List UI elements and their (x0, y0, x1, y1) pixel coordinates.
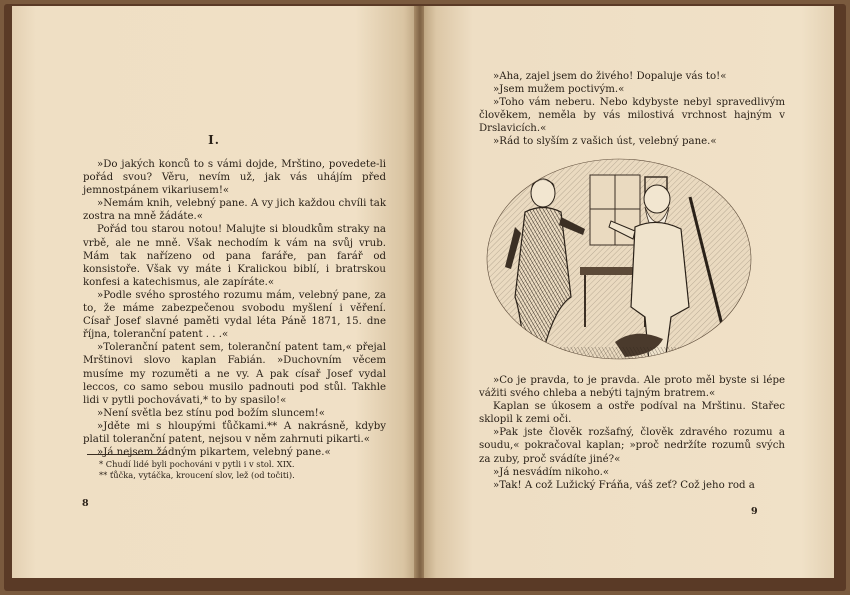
paragraph: »Nemám knih, velebný pane. A vy jich každou chvíli tak zostra na mně žádáte.« (83, 198, 386, 223)
footnotes (87, 454, 387, 480)
paragraph: »Rád to slyším z vašich úst, velebný pane.« (493, 136, 717, 148)
paragraph: »Co je pravda, to je pravda. Ale proto měl byste si lépe vážiti svého chleba a nebýti tajným bratrem.« (479, 375, 785, 400)
left-page (12, 6, 416, 578)
paragraph: »Toleranční patent sem, toleranční patent tam,« přejal Mrštinovi slovo kaplan Fabián. »Duchovním věcem musíme my rozuměti a ne vy. A pak císař Josef vydal leccos, co samo sebou musilo padnouti pod stůl. Takhle lidi v pytli pochovávati,* to by spasilo!« (83, 342, 386, 406)
left-page-text (83, 158, 386, 459)
page-number: 9 (751, 506, 758, 517)
paragraph: »Já nejsem žádným pikartem, velebný pane.« (97, 447, 331, 459)
page-number: 8 (82, 498, 89, 509)
paragraph: »Tak! A což Lužický Fráňa, váš zeť? Což jeho rod a (493, 479, 755, 491)
paragraph: »Jděte mi s hloupými ťůčkami.** A nakrásně, kdyby platil toleranční patent, nejsou v něm zahrnuti pikarti.« (83, 420, 386, 445)
paragraph: »Do jakých konců to s vámi dojde, Mrštino, povedete-li pořád svou? Věru, nevím už, jak vás uhájím před jemnostpánem vikariusem!« (83, 159, 386, 197)
footnote-divider (87, 454, 167, 455)
right-page (424, 6, 834, 578)
footnote: * Chudí lidé byli pochováni v pytli i v stol. XIX. (99, 459, 295, 469)
right-page-text-top (479, 70, 785, 149)
paragraph: »Pak jste člověk rozšafný, člověk zdravého rozumu a soudu,« pokračoval kaplan; »proč nedržíte rozumů svých za zuby, proč svádíte jiné?« (479, 427, 785, 465)
footnote: ** ťůčka, vytáčka, kroucení slov, lež (od točiti). (99, 469, 295, 480)
paragraph: »Podle svého sprostého rozumu mám, velebný pane, za to, že máme zabezpečenou svobodu myšlení i věření. Císař Josef slavné paměti vydal léta Páně 1871, 15. dne října, toleranční patent . . .« (83, 289, 386, 341)
paragraph: »Není světla bez stínu pod božím sluncem!« (97, 407, 325, 419)
engraving-illustration (485, 157, 753, 362)
paragraph: »Aha, zajel jsem do živého! Dopaluje vás to!« (493, 71, 727, 82)
chapter-heading: I. (208, 133, 220, 147)
paragraph: Kaplan se úkosem a ostře podíval na Mrštinu. Stařec sklopil k zemi oči. (479, 401, 785, 426)
paragraph: »Já nesvádím nikoho.« (493, 466, 610, 478)
paragraph: »Jsem mužem poctivým.« (493, 84, 625, 96)
paragraph: »Toho vám neberu. Nebo kdybyste nebyl spravedlivým člověkem, neměla by vás milostivá vrchnost hajným v Drslavicích.« (479, 97, 785, 135)
right-page-text-bottom (479, 374, 785, 492)
paragraph: Pořád tou starou notou! Malujte si bloudkům straky na vrbě, ale ne mně. Však nechodím k vám na svůj vrub. Mám tak nařízeno od pana faráře, pan farář od konsistoře. Však vy máte i Kralickou biblí, i bratrskou konfesi a katechismus, ale zapíráte.« (83, 224, 386, 288)
